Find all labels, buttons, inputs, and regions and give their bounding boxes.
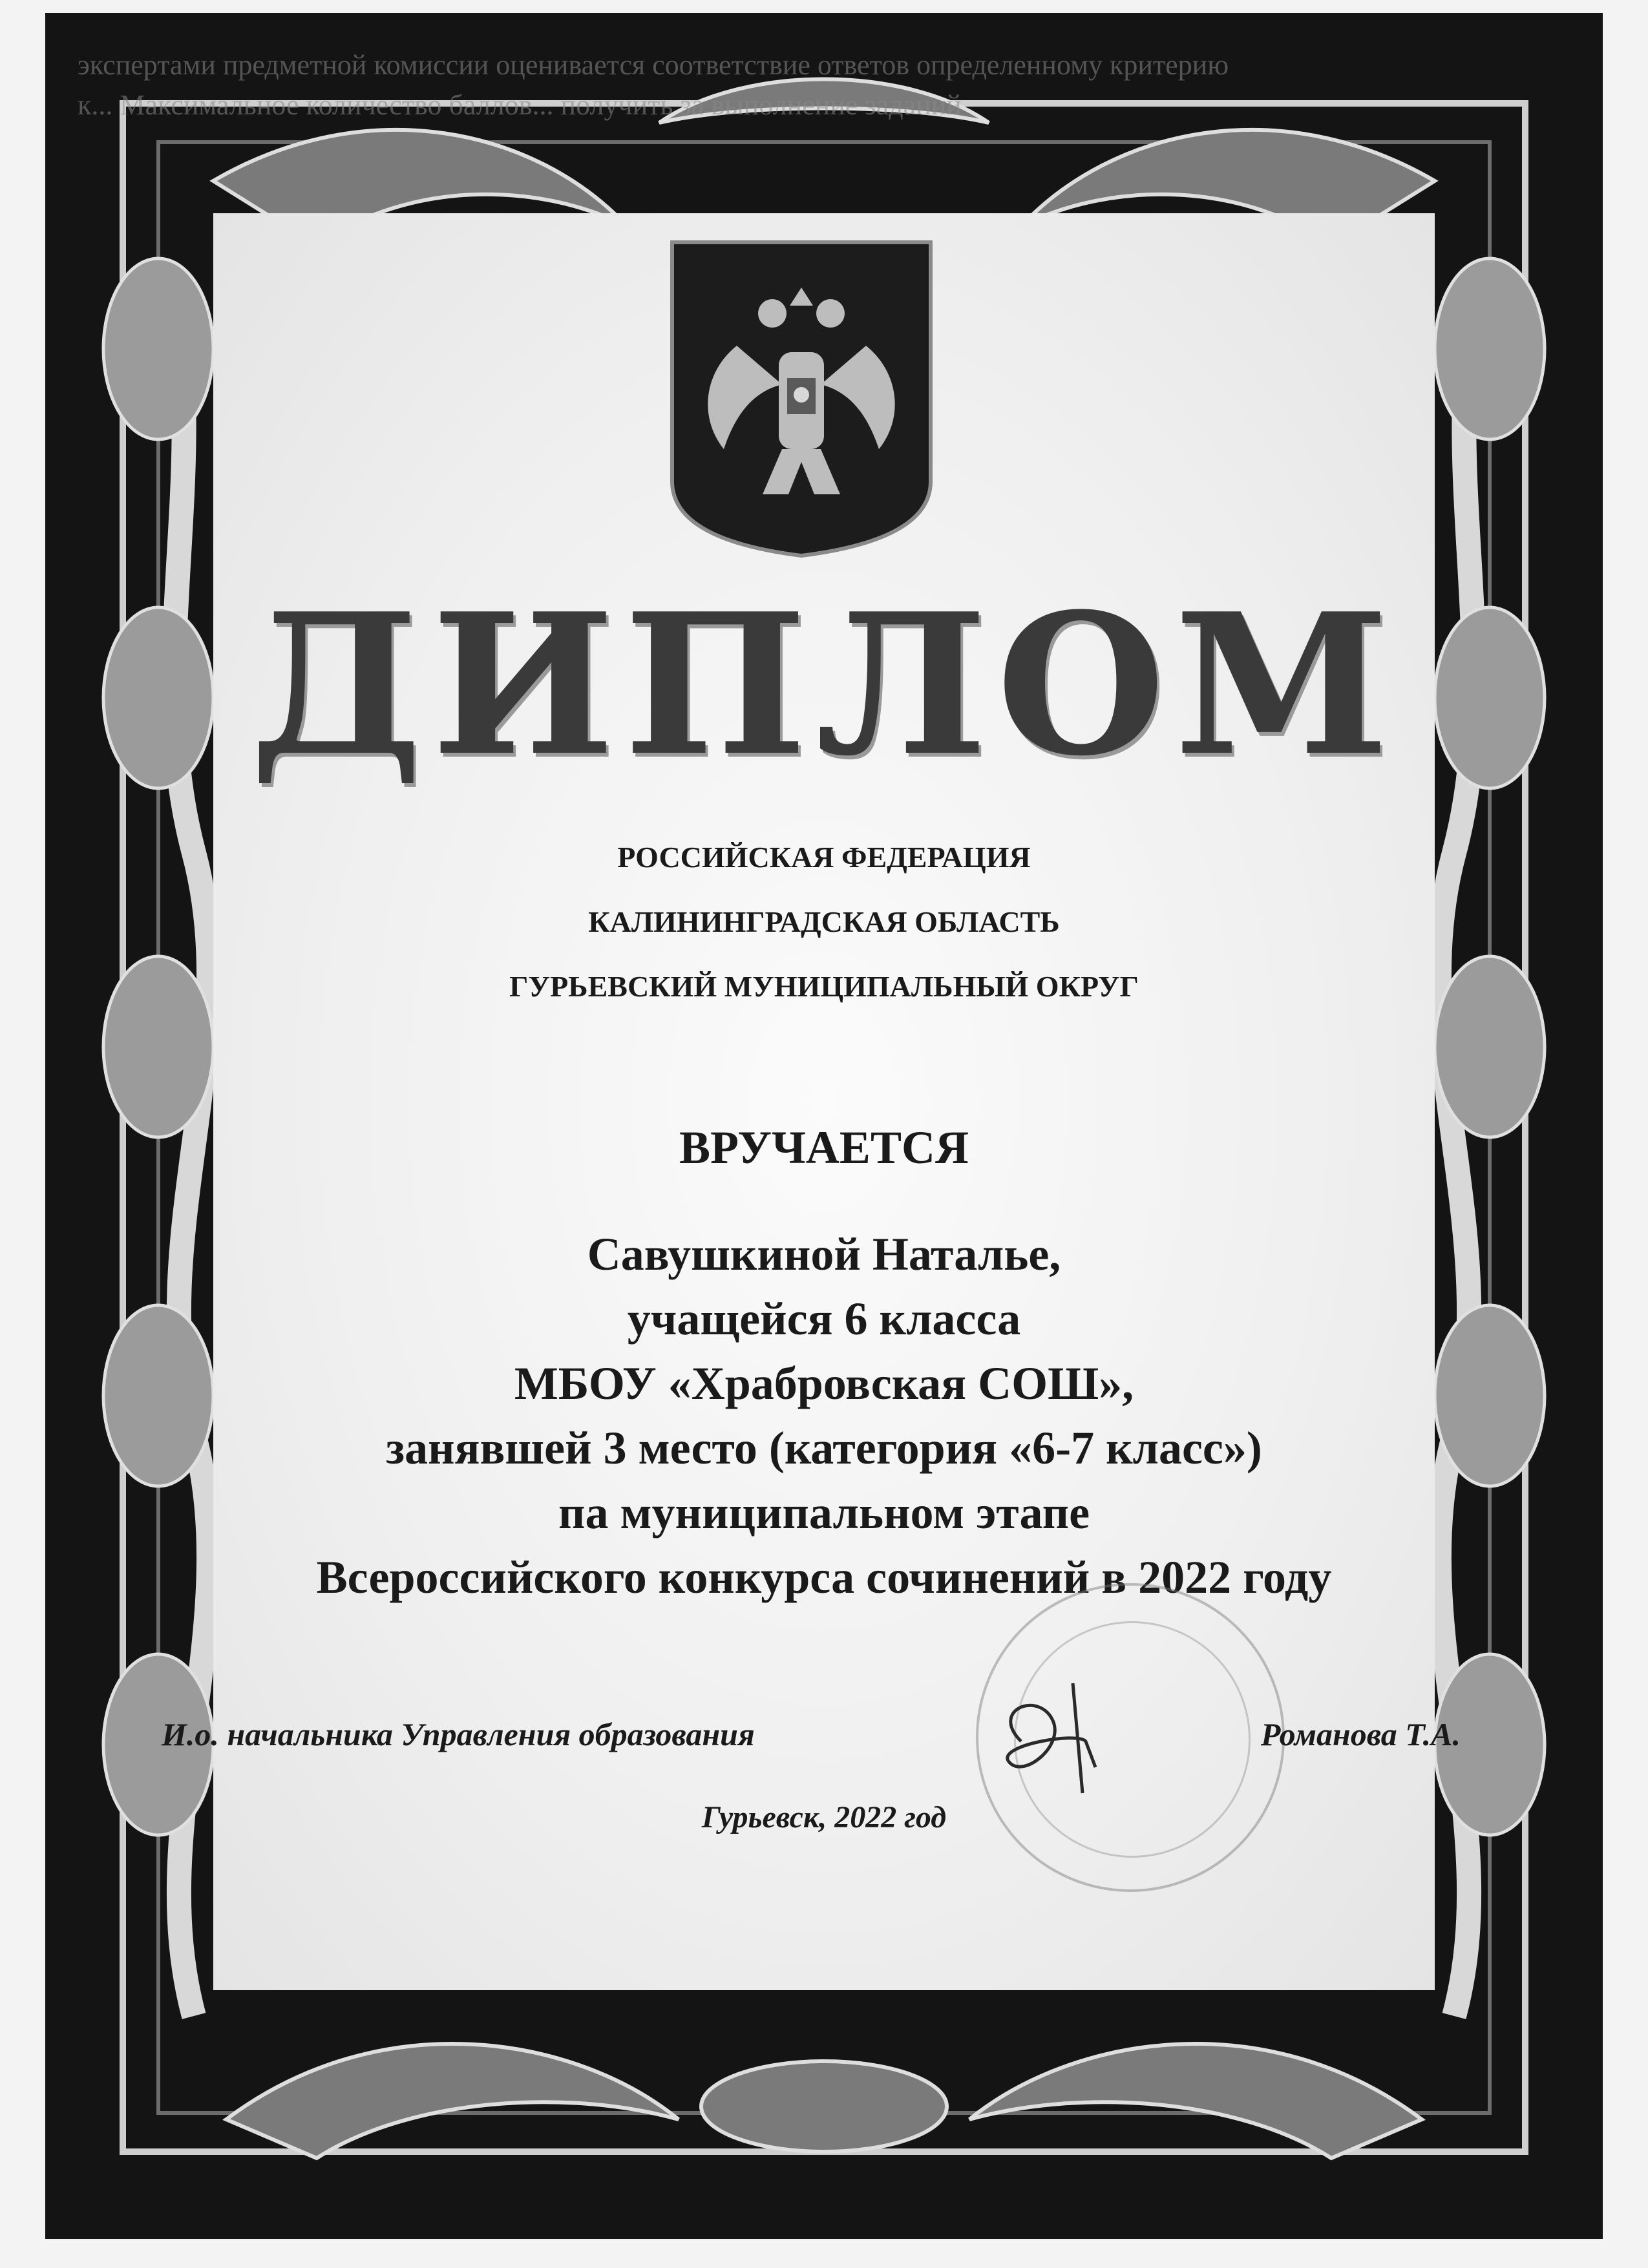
bleed-line-2: к... Максимальное количество баллов... получить за выполнение заданий — [78, 89, 962, 121]
diploma-title: ДИПЛОМ — [249, 571, 1399, 799]
header-country: РОССИЙСКАЯ ФЕДЕРАЦИЯ — [617, 841, 1031, 874]
recipient-school: МБОУ «Храбровская СОШ», — [514, 1358, 1134, 1409]
contest-name: Всероссийского конкурса сочинений в 2022 году — [316, 1551, 1332, 1603]
recipient-grade: учащейся 6 класса — [627, 1293, 1021, 1345]
header-region: КАЛИНИНГРАДСКАЯ ОБЛАСТЬ — [588, 905, 1060, 938]
signatory-name: Романова Т.А. — [1260, 1716, 1461, 1752]
recipient-name: Савушкиной Наталье, — [587, 1228, 1061, 1280]
recipient-place: занявшей 3 место (категория «6-7 класс») — [386, 1422, 1262, 1474]
signatory-title: И.о. начальника Управления образования — [162, 1716, 755, 1752]
bleed-through-text — [78, 45, 1564, 125]
contest-stage: па муниципальном этапе — [558, 1487, 1090, 1538]
signature-row — [162, 1716, 1461, 1767]
signature-mark — [982, 1670, 1131, 1800]
russian-coat-of-arms-icon — [666, 236, 937, 559]
place-and-year: Гурьевск, 2022 год — [701, 1800, 947, 1834]
bleed-line-1: экспертами предметной комиссии оценивается соответствие ответов определенному критерию — [78, 49, 1229, 81]
header-district: ГУРЬЕВСКИЙ МУНИЦИПАЛЬНЫЙ ОКРУГ — [509, 970, 1139, 1003]
awarded-heading: ВРУЧАЕТСЯ — [679, 1122, 969, 1173]
